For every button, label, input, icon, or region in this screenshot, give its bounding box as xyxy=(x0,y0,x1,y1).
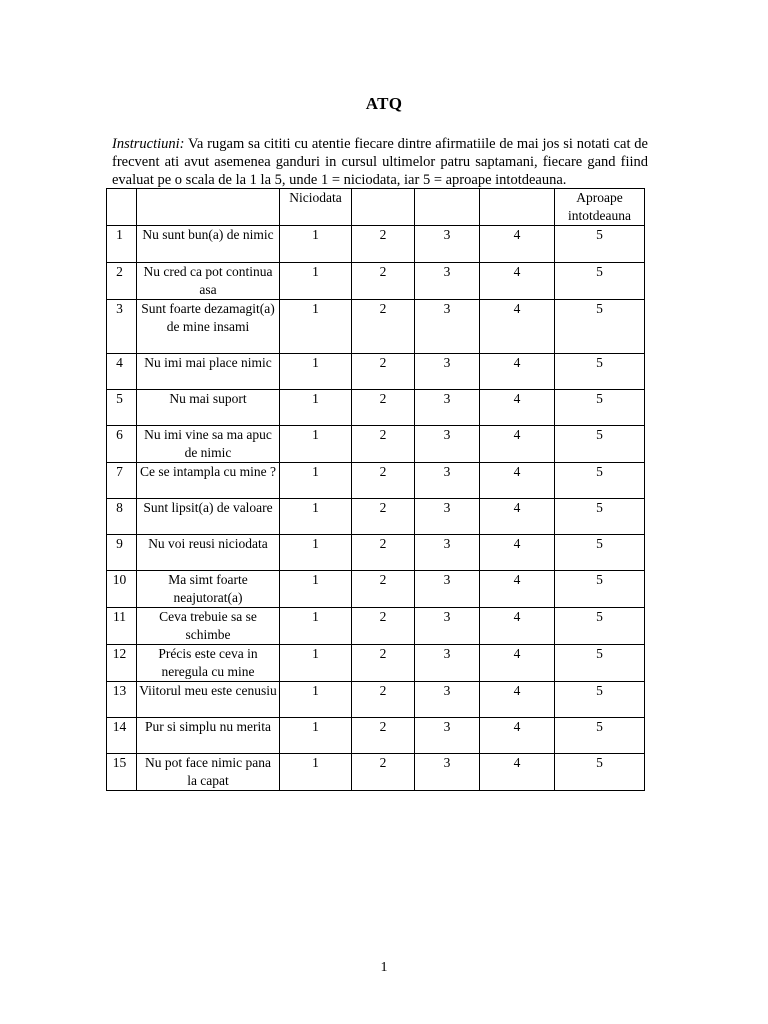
item-statement: Ceva trebuie sa se schimbe xyxy=(137,608,280,645)
score-option-5[interactable]: 5 xyxy=(555,718,645,754)
score-option-2[interactable]: 2 xyxy=(352,463,415,499)
score-option-3[interactable]: 3 xyxy=(415,226,480,263)
score-option-4[interactable]: 4 xyxy=(480,354,555,390)
score-option-2[interactable]: 2 xyxy=(352,645,415,682)
table-row xyxy=(107,754,645,791)
table-row xyxy=(107,426,645,463)
score-option-2[interactable]: 2 xyxy=(352,426,415,463)
item-statement: Viitorul meu este cenusiu xyxy=(137,682,280,718)
score-option-5[interactable]: 5 xyxy=(555,499,645,535)
item-number: 14 xyxy=(107,718,137,754)
score-option-1[interactable]: 1 xyxy=(280,499,352,535)
item-statement: Nu imi mai place nimic xyxy=(137,354,280,390)
item-number: 4 xyxy=(107,354,137,390)
item-number: 7 xyxy=(107,463,137,499)
score-option-2[interactable]: 2 xyxy=(352,390,415,426)
score-option-1[interactable]: 1 xyxy=(280,718,352,754)
item-statement: Nu cred ca pot continua asa xyxy=(137,263,280,300)
score-option-4[interactable]: 4 xyxy=(480,426,555,463)
table-row xyxy=(107,226,645,263)
score-option-5[interactable]: 5 xyxy=(555,754,645,791)
table-row xyxy=(107,718,645,754)
score-option-3[interactable]: 3 xyxy=(415,263,480,300)
score-option-4[interactable]: 4 xyxy=(480,754,555,791)
score-option-2[interactable]: 2 xyxy=(352,535,415,571)
table-row xyxy=(107,535,645,571)
score-option-3[interactable]: 3 xyxy=(415,354,480,390)
score-option-4[interactable]: 4 xyxy=(480,499,555,535)
score-option-4[interactable]: 4 xyxy=(480,263,555,300)
score-option-5[interactable]: 5 xyxy=(555,645,645,682)
score-option-5[interactable]: 5 xyxy=(555,426,645,463)
score-option-1[interactable]: 1 xyxy=(280,608,352,645)
instructions-paragraph xyxy=(112,135,648,189)
header-cell xyxy=(415,189,480,226)
score-option-1[interactable]: 1 xyxy=(280,645,352,682)
item-number: 8 xyxy=(107,499,137,535)
header-cell-aproape-intotdeauna: Aproape intotdeauna xyxy=(555,189,645,226)
item-statement: Nu voi reusi niciodata xyxy=(137,535,280,571)
item-statement: Nu imi vine sa ma apuc de nimic xyxy=(137,426,280,463)
score-option-2[interactable]: 2 xyxy=(352,354,415,390)
score-option-1[interactable]: 1 xyxy=(280,226,352,263)
score-option-2[interactable]: 2 xyxy=(352,226,415,263)
score-option-1[interactable]: 1 xyxy=(280,754,352,791)
score-option-4[interactable]: 4 xyxy=(480,645,555,682)
table-row xyxy=(107,682,645,718)
score-option-5[interactable]: 5 xyxy=(555,263,645,300)
score-option-2[interactable]: 2 xyxy=(352,682,415,718)
score-option-3[interactable]: 3 xyxy=(415,426,480,463)
score-option-3[interactable]: 3 xyxy=(415,499,480,535)
item-statement: Nu mai suport xyxy=(137,390,280,426)
score-option-1[interactable]: 1 xyxy=(280,535,352,571)
item-number: 1 xyxy=(107,226,137,263)
item-statement: Pur si simplu nu merita xyxy=(137,718,280,754)
table-row xyxy=(107,300,645,354)
score-option-2[interactable]: 2 xyxy=(352,754,415,791)
score-option-1[interactable]: 1 xyxy=(280,426,352,463)
item-number: 3 xyxy=(107,300,137,354)
score-option-4[interactable]: 4 xyxy=(480,608,555,645)
item-statement: Ma simt foarte neajutorat(a) xyxy=(137,571,280,608)
score-option-2[interactable]: 2 xyxy=(352,263,415,300)
score-option-4[interactable]: 4 xyxy=(480,718,555,754)
score-option-1[interactable]: 1 xyxy=(280,390,352,426)
score-option-5[interactable]: 5 xyxy=(555,300,645,354)
score-option-5[interactable]: 5 xyxy=(555,608,645,645)
atq-table xyxy=(106,188,645,791)
item-number: 12 xyxy=(107,645,137,682)
instructions-label: Instructiuni: xyxy=(112,136,185,152)
score-option-2[interactable]: 2 xyxy=(352,300,415,354)
table-row xyxy=(107,390,645,426)
score-option-2[interactable]: 2 xyxy=(352,571,415,608)
item-statement: Ce se intampla cu mine ? xyxy=(137,463,280,499)
table-row xyxy=(107,463,645,499)
table-row xyxy=(107,263,645,300)
item-number: 6 xyxy=(107,426,137,463)
score-option-5[interactable]: 5 xyxy=(555,571,645,608)
score-option-3[interactable]: 3 xyxy=(415,608,480,645)
item-statement: Précis este ceva in neregula cu mine xyxy=(137,645,280,682)
table-row xyxy=(107,645,645,682)
item-statement: Sunt foarte dezamagit(a) de mine insami xyxy=(137,300,280,354)
score-option-3[interactable]: 3 xyxy=(415,645,480,682)
document-title: ATQ xyxy=(365,94,403,113)
item-statement: Nu pot face nimic pana la capat xyxy=(137,754,280,791)
score-option-1[interactable]: 1 xyxy=(280,300,352,354)
score-option-5[interactable]: 5 xyxy=(555,226,645,263)
score-option-2[interactable]: 2 xyxy=(352,608,415,645)
score-option-4[interactable]: 4 xyxy=(480,463,555,499)
score-option-3[interactable]: 3 xyxy=(415,390,480,426)
item-number: 10 xyxy=(107,571,137,608)
score-option-3[interactable]: 3 xyxy=(415,463,480,499)
table-row xyxy=(107,354,645,390)
score-option-4[interactable]: 4 xyxy=(480,390,555,426)
score-option-3[interactable]: 3 xyxy=(415,682,480,718)
header-cell xyxy=(352,189,415,226)
header-cell xyxy=(107,189,137,226)
score-option-3[interactable]: 3 xyxy=(415,300,480,354)
item-statement: Sunt lipsit(a) de valoare xyxy=(137,499,280,535)
score-option-1[interactable]: 1 xyxy=(280,682,352,718)
table-row xyxy=(107,608,645,645)
score-option-1[interactable]: 1 xyxy=(280,354,352,390)
item-number: 13 xyxy=(107,682,137,718)
header-cell xyxy=(480,189,555,226)
header-row xyxy=(107,189,645,226)
score-option-4[interactable]: 4 xyxy=(480,535,555,571)
table-row xyxy=(107,571,645,608)
item-number: 11 xyxy=(107,608,137,645)
score-option-5[interactable]: 5 xyxy=(555,682,645,718)
score-option-5[interactable]: 5 xyxy=(555,535,645,571)
score-option-1[interactable]: 1 xyxy=(280,263,352,300)
instructions-text: Va rugam sa cititi cu atentie fiecare dintre afirmatiile de mai jos si notati cat de frecvent ati avut asemenea ganduri in cursul ultimelor patru saptamani, fiecare gand fiind evaluat pe o scala de la 1 la 5, unde 1 = niciodata, iar 5 = aproape intotdeauna. xyxy=(112,136,648,188)
score-option-1[interactable]: 1 xyxy=(280,463,352,499)
header-cell-niciodata: Niciodata xyxy=(280,189,352,226)
item-number: 9 xyxy=(107,535,137,571)
score-option-4[interactable]: 4 xyxy=(480,226,555,263)
score-option-5[interactable]: 5 xyxy=(555,463,645,499)
item-statement: Nu sunt bun(a) de nimic xyxy=(137,226,280,263)
score-option-3[interactable]: 3 xyxy=(415,754,480,791)
score-option-4[interactable]: 4 xyxy=(480,571,555,608)
page-number: 1 xyxy=(380,960,388,975)
item-number: 5 xyxy=(107,390,137,426)
table-row xyxy=(107,499,645,535)
header-cell xyxy=(137,189,280,226)
score-option-2[interactable]: 2 xyxy=(352,718,415,754)
score-option-3[interactable]: 3 xyxy=(415,571,480,608)
score-option-4[interactable]: 4 xyxy=(480,300,555,354)
score-option-1[interactable]: 1 xyxy=(280,571,352,608)
item-number: 15 xyxy=(107,754,137,791)
score-option-3[interactable]: 3 xyxy=(415,535,480,571)
score-option-2[interactable]: 2 xyxy=(352,499,415,535)
score-option-5[interactable]: 5 xyxy=(555,390,645,426)
item-number: 2 xyxy=(107,263,137,300)
score-option-3[interactable]: 3 xyxy=(415,718,480,754)
score-option-5[interactable]: 5 xyxy=(555,354,645,390)
score-option-4[interactable]: 4 xyxy=(480,682,555,718)
